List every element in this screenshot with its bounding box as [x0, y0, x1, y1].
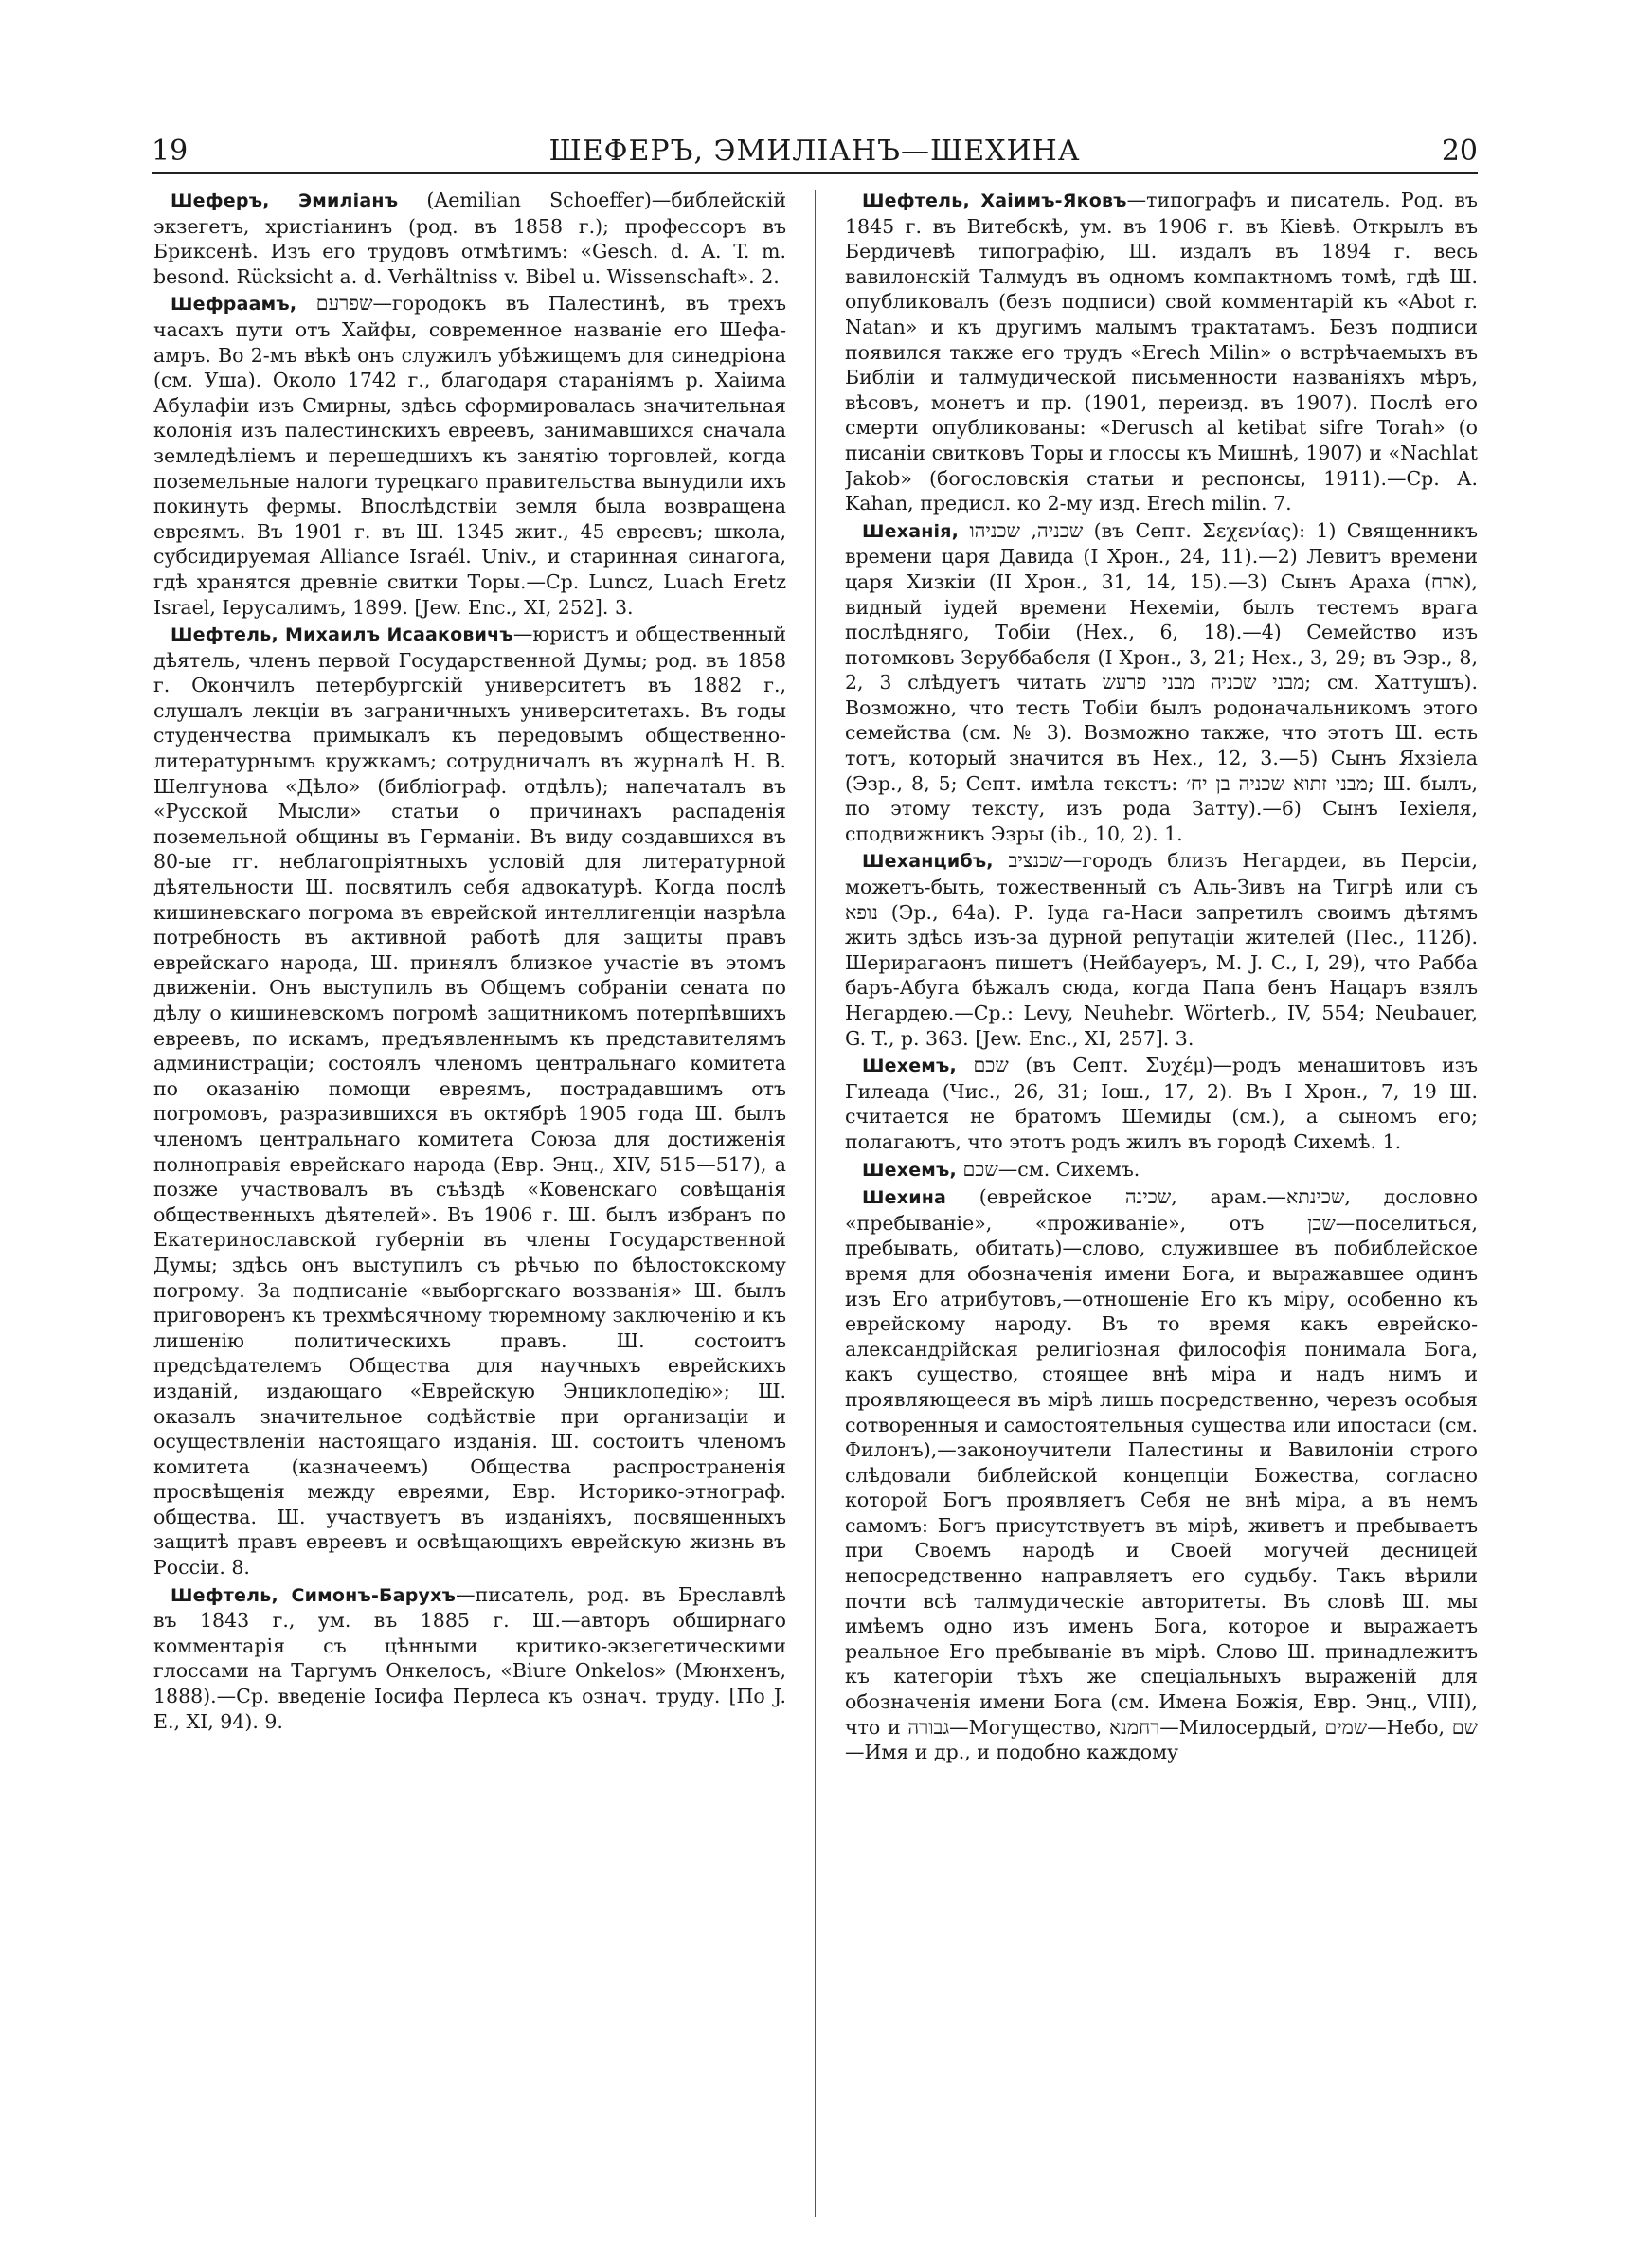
- entry-author-number: 2.: [761, 264, 780, 288]
- entry-author-number: 7.: [1273, 492, 1292, 515]
- entry-sheftel-khaim-yakov: [845, 188, 1478, 516]
- entry-author-number: 3.: [1175, 1026, 1194, 1050]
- page-number-right: 20: [1441, 135, 1478, 168]
- running-title: ШЕФЕРЪ, ЭМИЛІАНЪ—ШЕХИНА: [548, 135, 1081, 168]
- entry-author-number: 9.: [264, 1709, 283, 1733]
- header-rule: [152, 172, 1478, 174]
- entry-text: (Aemilian Schoeffer)—библейскій экзегетъ, христіанинъ (род. въ 1858 г.); профессоръ въ Бриксенѣ. Изъ его трудовъ отмѣтимъ: «Gesch. d. A. T. m. besond. Rücksicht a. d. Verhältniss v. Bibel u. Wissenschaft».: [153, 189, 786, 288]
- entry-sheftel-simon-barukh: [153, 1582, 786, 1735]
- entry-text: (еврейское שכינה, арам.—שכינתא, дословно «пребываніе», «проживаніе», отъ שכן—поселиться, пребывать, обитать)—слово, служившее въ побиблейское время для обозначенія имени Бога, и выражавшее одинъ изъ Его атрибутовъ,—отношеніе Его къ міру, особенно къ еврейскому народу. Въ то время какъ еврейско-александрійская религіозная философія понимала Бога, какъ существо, стоящее внѣ міра и надъ нимъ и проявляющееся въ мірѣ лишь посредственно, черезъ особыя сотворенныя и самостоятельныя существа или ипостаси (см. Филонъ),—законоучители Палестины и Вавилоніи строго слѣдовали библейской концепціи Божества, согласно которой Богъ проявляетъ Себя не внѣ міра, а въ немъ самомъ: Богъ присутствуетъ въ мірѣ, живетъ и пребываетъ при Своемъ народѣ и Своей могучей десницей непосредственно направляетъ его судьбу. Такъ вѣрили почти всѣ талмудическіе авторитеты. Въ словѣ Ш. мы имѣемъ одно изъ именъ Бога, которое и выражаетъ реальное Его пребываніе въ мірѣ. Слово Ш. принадлежитъ къ категоріи тѣхъ же спеціальныхъ выраженій для обозначенія имени Бога (см. Имена Божія, Евр. Энц., VIII), что и גבורה—Могущество, רחמנא—Милосердый, שמים—Небо, שם—Имя и др., и подобно каждому: [845, 1185, 1478, 1764]
- entry-shefraam: [153, 291, 786, 620]
- entry-text: שכנציב—городъ близъ Негардеи, въ Персіи, можетъ-быть, тожественный съ Аль-Зивъ на Тигрѣ или съ נופא (Эр., 64а). Р. Іуда га-Наси запретилъ своимъ дѣтямъ жить здѣсь изъ-за дурной репутаціи жителей (Пес., 112б). Шерирагаонъ пишетъ (Нейбауеръ, M. J. C., I, 29), что Рабба баръ-Абуга бѣжалъ сюда, когда Папа бенъ Нацаръ взялъ Негардею.—Ср.: Levy, Neuhebr. Wörterb., IV, 554; Neubauer, G. T., p. 363. [Jew. Enc., XI, 257].: [845, 849, 1478, 1050]
- entry-sheftel-mikhail: [153, 622, 786, 1580]
- entry-author-number: 3.: [614, 595, 634, 619]
- entry-text: —юристъ и общественный дѣятель, членъ первой Государственной Думы; род. въ 1858 г. Окончилъ петербургскій университетъ въ 1882 г., слушалъ лекціи въ заграничныхъ университетахъ. Въ годы студенчества примыкалъ къ передовымъ общественно-литературнымъ кружкамъ; сотрудничалъ въ журналѣ Н. В. Шелгунова «Дѣло» (библіограф. отдѣлъ); напечаталъ въ «Русской Мысли» статьи о причинахъ распаденія поземельной общины въ Германіи. Въ виду создавшихся въ 80-ые гг. неблагопріятныхъ условій для литературной дѣятельности Ш. посвятилъ себя адвокатурѣ. Когда послѣ кишиневскаго погрома въ еврейской интеллигенціи назрѣла потребность въ активной работѣ для защиты правъ еврейскаго народа, Ш. принялъ близкое участіе въ этомъ движеніи. Онъ выступилъ въ Общемъ собраніи сената по дѣлу о кишиневскомъ погромѣ защитникомъ потерпѣвшихъ евреевъ, по искамъ, предъявленнымъ къ представителямъ администраціи; состоялъ членомъ центральнаго комитета по оказанію помощи евреямъ, пострадавшимъ отъ погромовъ, разразившихся въ октябрѣ 1905 года Ш. былъ членомъ центральнаго комитета Союза для достиженія полноправія еврейскаго народа (Евр. Энц., XIV, 515—517), а позже участвовалъ въ съѣздѣ «Ковенскаго совѣщанія общественныхъ дѣятелей». Въ 1906 г. Ш. былъ избранъ по Екатеринославской губерніи въ члены Государственной Думы; здѣсь онъ выступилъ съ рѣчью по бѣлостокскому погрому. За подписаніе «выборгскаго воззванія» Ш. былъ приговоренъ къ трехмѣсячному тюремному заключенію и къ лишенію политическихъ правъ. Ш. состоитъ предсѣдателемъ Общества для научныхъ еврейскихъ изданій, издающаго «Еврейскую Энциклопедію»; Ш. оказалъ значительное содѣйствіе при организаціи и осуществленіи настоящаго изданія. Ш. состоитъ членомъ комитета (казначеемъ) Общества распространенія просвѣщенія между евреями, Евр. Историко-этнограф. общества. Ш. участвуетъ въ изданіяхъ, посвященныхъ защитѣ правъ евреевъ и освѣщающихъ еврейскую жизнь въ Россіи.: [153, 623, 786, 1580]
- entry-author-number: 1.: [1164, 822, 1183, 845]
- entry-headword: Шехемъ,: [862, 1159, 957, 1181]
- right-column: [845, 188, 1478, 2234]
- entry-text: שכם (въ Септ. Συχέμ)—родъ менашитовъ изъ Гилеада (Чис., 26, 31; Іош., 17, 2). Въ I Хрон., 7, 19 Ш. считается не братомъ Шемиды (см.), а сыномъ его; полагаютъ, что этотъ родъ жилъ въ городѣ Сихемѣ.: [845, 1054, 1478, 1153]
- entry-headword: Шефтель, Хаіимъ-Яковъ: [862, 190, 1127, 211]
- entry-headword: Шехемъ,: [862, 1056, 957, 1077]
- entry-headword: Шеферъ, Эмиліанъ: [171, 190, 399, 211]
- entry-shekhaniya: [845, 518, 1478, 847]
- entry-headword: Шефраамъ,: [171, 294, 297, 316]
- entry-shekhem-city: [845, 1157, 1478, 1183]
- entry-shefer-emilian: [153, 188, 786, 289]
- entry-headword: Шефтель, Симонъ-Барухъ: [171, 1584, 457, 1606]
- entry-text: —типографъ и писатель. Род. въ 1845 г. въ Витебскѣ, ум. въ 1906 г. въ Кіевѣ. Открылъ въ Бердичевѣ типографію, Ш. издалъ въ 1894 г. весь вавилонскій Талмудъ въ одномъ компактномъ томѣ, гдѣ Ш. опубликовалъ (безъ подписи) свой комментарій къ «Abot r. Natan» и къ другимъ малымъ трактатамъ. Безъ подписи появился также его трудъ «Erech Milin» о встрѣчаемыхъ въ Библіи и талмудической письменности названіяхъ мѣръ, вѣсовъ, монетъ и пр. (1901, переизд. въ 1907). Послѣ его смерти опубликованы: «Derusch al ketibat sifre Torah» (о писаніи свитковъ Торы и глоссы къ Мишнѣ, 1907) и «Nachlat Jakob» (богословскія статьи и респонсы, 1911).—Ср. А. Kahan, предисл. ко 2-му изд. Erech milin.: [845, 189, 1478, 515]
- column-divider: [815, 190, 816, 2217]
- entry-text: שכם—см. Сихемъ.: [956, 1157, 1140, 1181]
- page-number-left: 19: [152, 135, 189, 168]
- left-column: [153, 188, 786, 2234]
- entry-shekhantsib: [845, 848, 1478, 1051]
- entry-headword: Шефтель, Михаилъ Исааковичъ: [171, 624, 513, 646]
- entry-text: —писатель, род. въ Бреславлѣ въ 1843 г., ум. въ 1885 г. Ш.—авторъ обширнаго комментарія съ цѣнными критико-экзегетическими глоссами на Таргумъ Онкелосъ, «Biure Onkelos» (Мюнхенъ, 1888).—Ср. введеніе Іосифа Перлеса къ означ. труду. [По J. E., XI, 94).: [153, 1582, 786, 1733]
- entry-headword: Шехина: [862, 1187, 947, 1209]
- entry-text: שכניה, שכניהו (въ Септ. Σεχενίας): 1) Священникъ времени царя Давида (I Хрон., 24, 11).—2) Левитъ времени царя Хизкіи (II Хрон., 31, 14, 15).—3) Сынъ Араха (ארח), видный іудей времени Нехеміи, былъ тестемъ врага послѣдняго, Тобіи (Нех., 6, 18).—4) Семейство изъ потомковъ Зеруббабеля (I Хрон., 3, 21; Нех., 3, 29; въ Эзр., 8, 2, 3 слѣдуетъ читать מבני שכניה מבני פרעש; см. Хаттушъ). Возможно, что тесть Тобіи былъ родоначальникомъ этого семейства (см. № 3). Возможно также, что этотъ Ш. есть тотъ, который значится въ Нех., 12, 3.—5) Сынъ Яхзіела (Эзр., 8, 5; Септ. имѣла текстъ: מבני זתוא שכניה בן יח׳; Ш. былъ, по этому тексту, изъ рода Затту).—6) Сынъ Іехіеля, сподвижникъ Эзры (ib., 10, 2).: [845, 518, 1478, 845]
- entry-headword: Шеханія,: [862, 520, 960, 542]
- entry-shekhem-clan: [845, 1053, 1478, 1154]
- entry-author-number: 8.: [231, 1556, 250, 1580]
- entry-shekhina: [845, 1184, 1478, 1765]
- entry-headword: Шеханцибъ,: [862, 851, 994, 873]
- entry-text: שפרעם—городокъ въ Палестинѣ, въ трехъ часахъ пути отъ Хайфы, современное названіе его Шефа-амръ. Во 2-мъ вѣкѣ онъ служилъ убѣжищемъ для синедріона (см. Уша). Около 1742 г., благодаря стараніямъ р. Хаіима Абулафіи изъ Смирны, здѣсь сформировалась значительная колонія изъ палестинскихъ евреевъ, занимавшихся сначала земледѣліемъ и перешедшихъ къ занятію торговлей, когда поземельные налоги турецкаго правительства вынудили ихъ покинуть фермы. Впослѣдствіи земля была возвращена евреямъ. Въ 1901 г. въ Ш. 1345 жит., 45 евреевъ; школа, субсидируемая Alliance Israél. Univ., и старинная синагога, гдѣ хранятся древніе свитки Торы.—Ср. Luncz, Luach Eretz Israel, Іерусалимъ, 1899. [Jew. Enc., XI, 252].: [153, 292, 786, 619]
- entry-author-number: 1.: [1382, 1129, 1402, 1153]
